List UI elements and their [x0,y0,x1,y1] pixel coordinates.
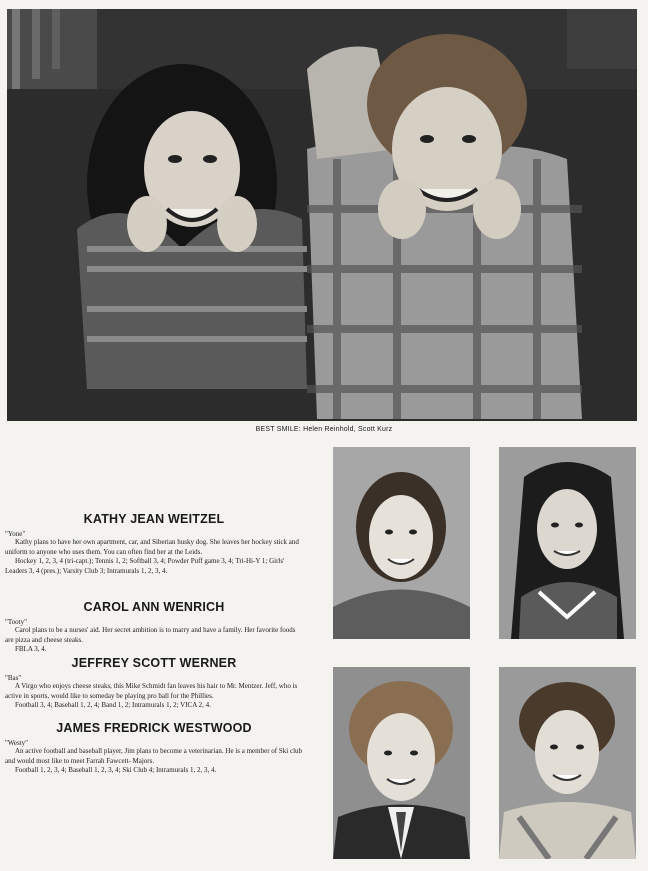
student-activities: Hockey 1, 2, 3, 4 (tri-capt.); Tennis 1, 2; Softball 3, 4; Powder Puff game 3, 4; Tri-Hi-Y 1; Girls' Leaders 3, 4 (pres.); Varsity Club 3; Intramurals 1, 2, 3, 4. [5,557,285,575]
student-entry [5,600,303,655]
hero-photo [7,9,637,421]
student-activities: Football 3, 4; Baseball 1, 2, 4; Band 1, 2; Intramurals 1, 2; VICA 2, 4. [15,701,211,710]
student-nickname: "Bas" [5,674,22,682]
hero-caption: BEST SMILE: Helen Reinhold, Scott Kurz [255,426,393,433]
student-nickname: "Tooty" [5,618,27,626]
student-name: CAROL ANN WENRICH [83,600,225,614]
student-bio: A Virgo who enjoys cheese steaks, this Mike Schmidt fan leaves his hair to Mr. Mentzer. Jeff, who is active in sports, would like to someday be playing pro ball for the Phillies. [5,682,298,700]
student-nickname: "Yone" [5,530,26,538]
student-bio: An active football and baseball player, Jim plans to become a veterinarian. He is a member of Ski club and would most like to meet Farrah Fawcett- Majors. [5,747,303,765]
student-name: JEFFREY SCOTT WERNER [71,656,237,670]
portrait-jeffrey-werner [333,667,470,859]
student-bio: Kathy plans to have her own apartment, car, and Siberian husky dog. She leaves her hockey stick and uniform to anyone who uses them. You can often find her at the Leids. [5,538,299,556]
student-name: KATHY JEAN WEITZEL [83,512,225,526]
portrait-carol-wenrich [499,447,636,639]
student-nickname: "Westy" [5,739,29,747]
student-bio: Carol plans to be a nurses' aid. Her secret ambition is to marry and have a family. Her favorite foods are pizza and cheese steaks. [5,626,296,644]
portrait-kathy-weitzel [333,447,470,639]
student-name: JAMES FREDRICK WESTWOOD [56,721,252,735]
student-entry [5,721,303,776]
hero-photo-illustration [7,9,637,421]
student-entry [5,656,303,711]
student-entry [5,512,303,576]
student-activities: Football 1, 2, 3, 4; Baseball 1, 2, 3, 4; Ski Club 4; Intramurals 1, 2, 3, 4. [15,766,217,775]
portrait-james-westwood [499,667,636,859]
student-activities: FBLA 3, 4. [15,645,47,654]
